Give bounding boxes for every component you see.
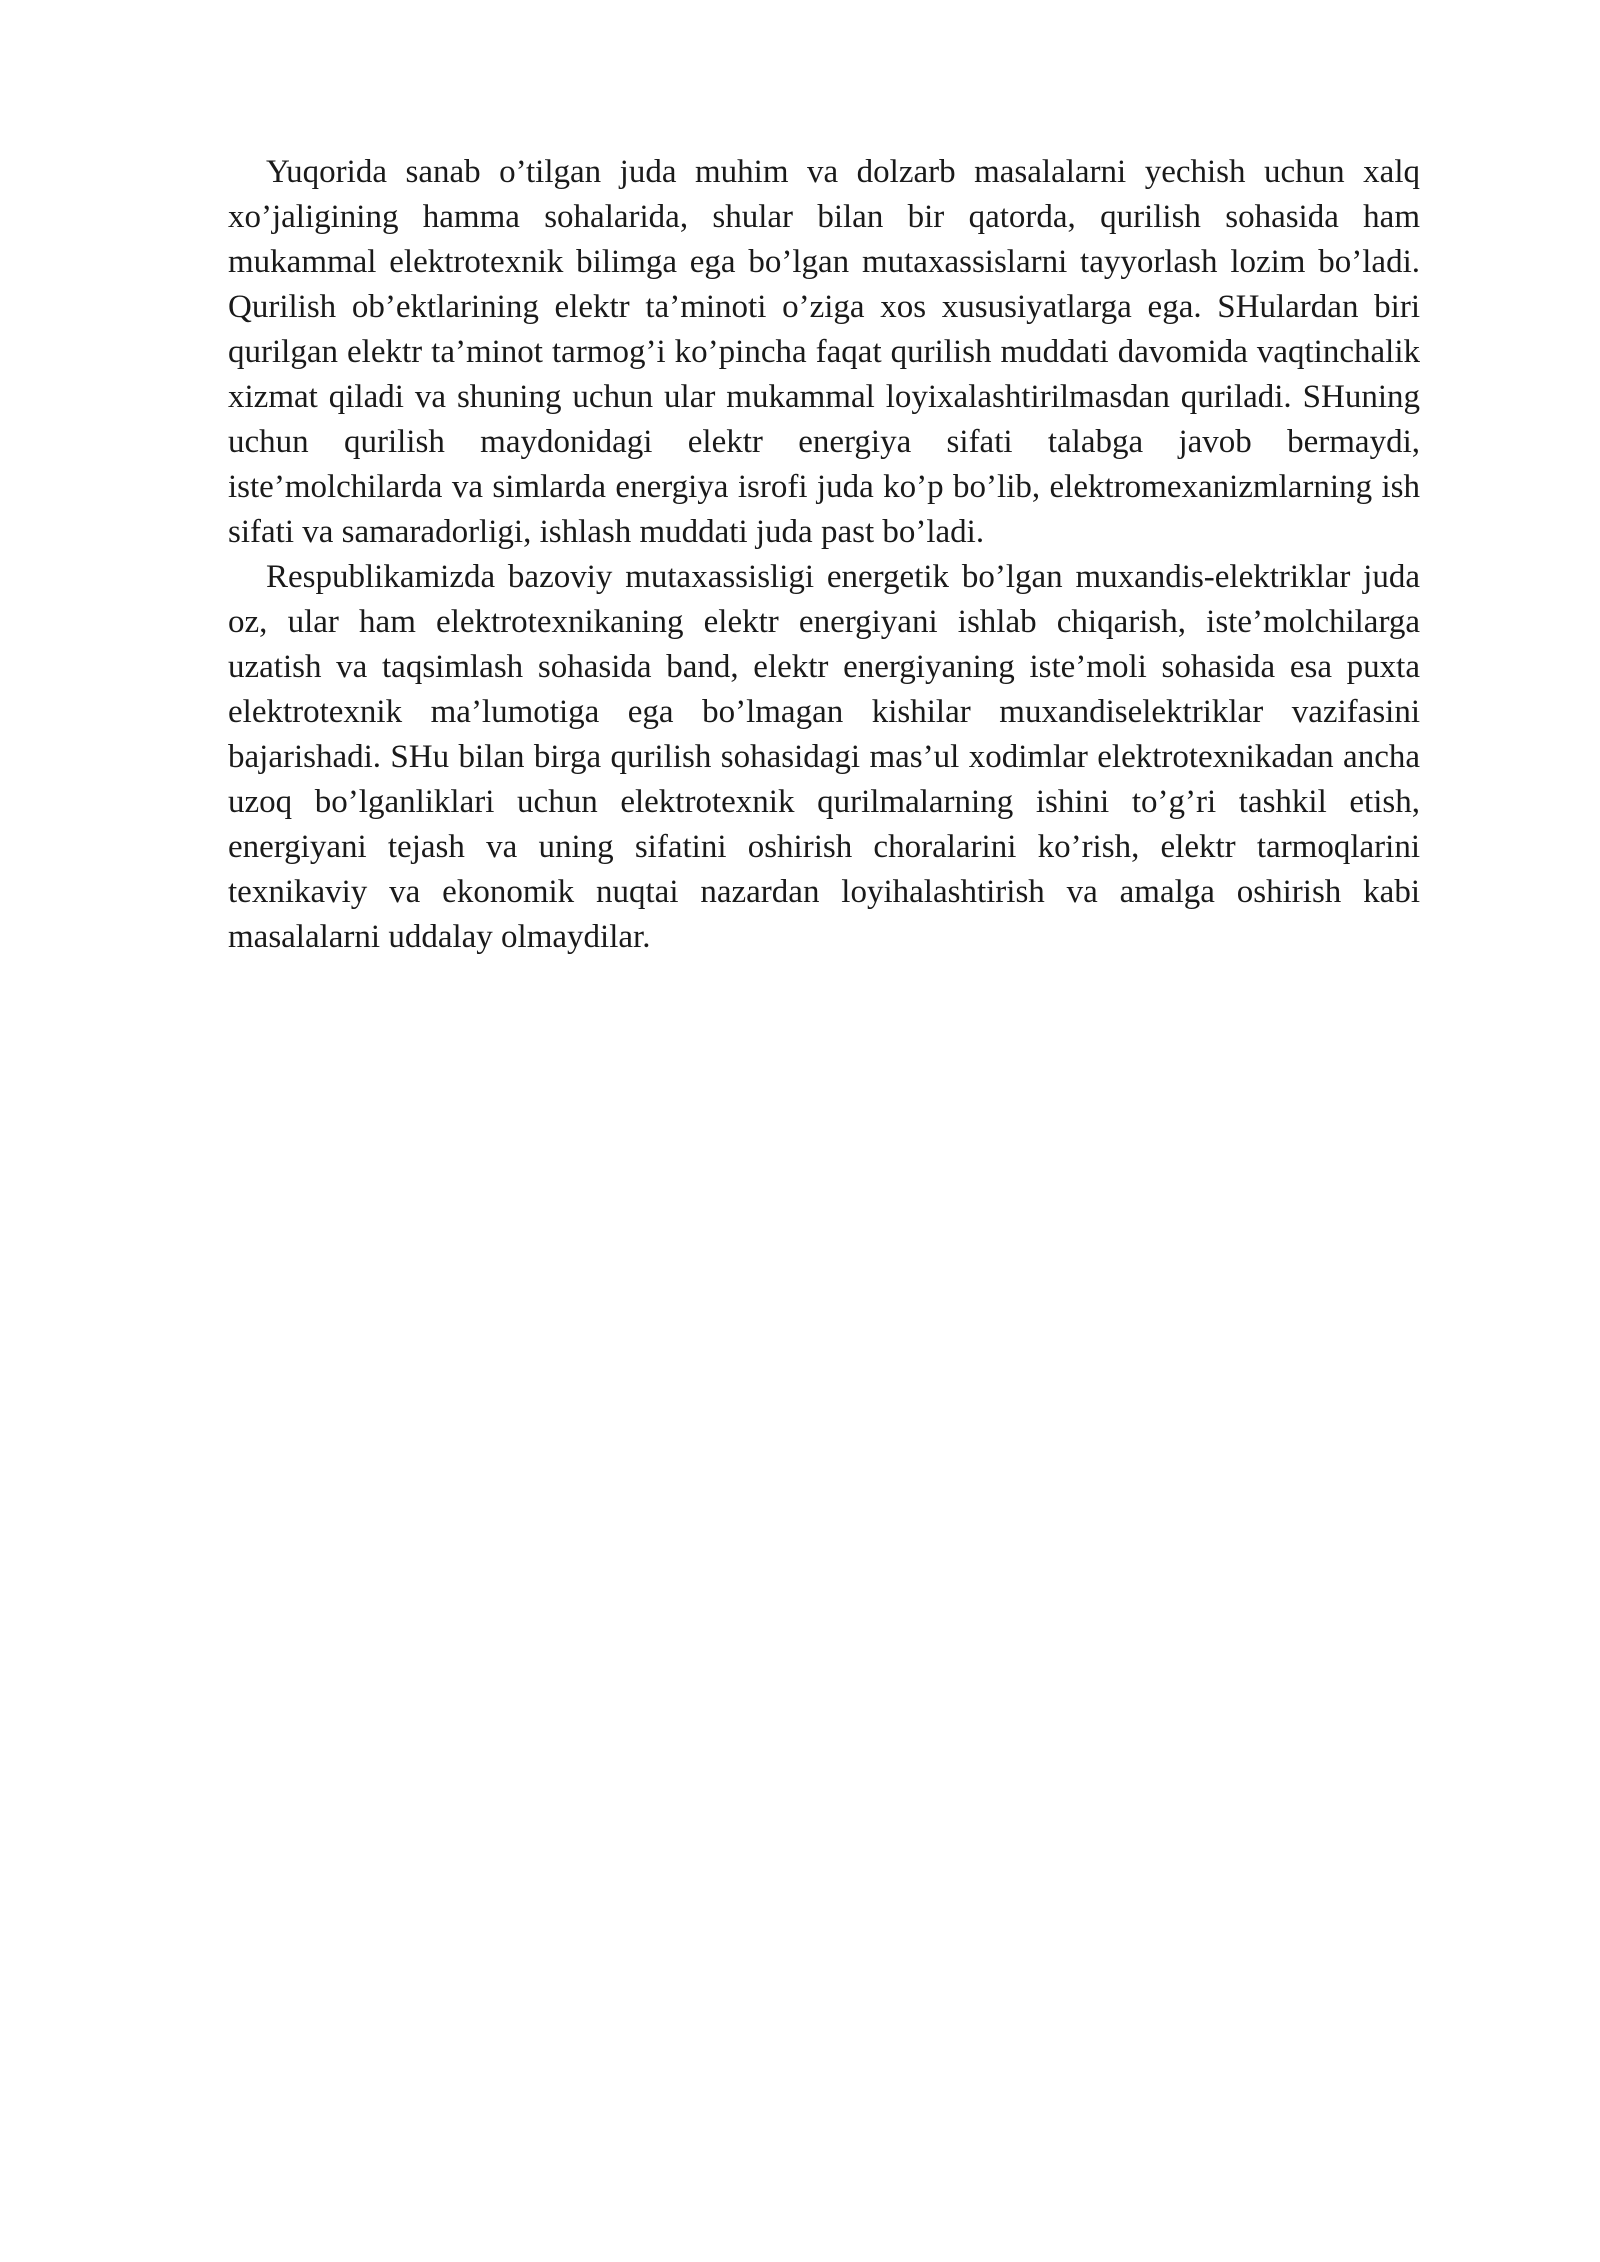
paragraph-1: Yuqorida sanab o’tilgan juda muhim va dolzarb masalalarni yechish uchun xalq xo’jaligining hamma sohalarida, shular bilan bir qatorda, qurilish sohasida ham mukammal elektrotexnik bilimga ega bo’lgan mutaxassislarni tayyorlash lozim bo’ladi. Qurilish ob’ektlarining elektr ta’minoti o’ziga xos xususiyatlarga ega. SHulardan biri qurilgan elektr ta’minot tarmog’i ko’pincha faqat qurilish muddati davomida vaqtinchalik xizmat qiladi va shuning uchun ular mukammal loyixalashtirilmasdan quriladi. SHuning uchun qurilish maydonidagi elektr energiya sifati talabga javob bermaydi, iste’molchilarda va simlarda energiya isrofi juda ko’p bo’lib, elektromexanizmlarning ish sifati va samaradorligi, ishlash muddati juda past bo’ladi.	[228, 154, 1420, 550]
paragraph-2: Respublikamizda bazoviy mutaxassisligi energetik bo’lgan muxandis-elektriklar juda oz, ular ham elektrotexnikaning elektr energiyani ishlab chiqarish, iste’molchilarga uzatish va taqsimlash sohasida band, elektr energiyaning iste’moli sohasida esa puxta elektrotexnik ma’lumotiga ega bo’lmagan kishilar muxandiselektriklar vazifasini bajarishadi. SHu bilan birga qurilish sohasidagi mas’ul xodimlar elektrotexnikadan ancha uzoq bo’lganliklari uchun elektrotexnik qurilmalarning ishini to’g’ri tashkil etish, energiyani tejash va uning sifatini oshirish choralarini ko’rish, elektr tarmoqlarini texnikaviy va ekonomik nuqtai nazardan loyihalashtirish va amalga oshirish kabi masalalarni uddalay olmaydilar.	[228, 559, 1420, 955]
body-text	[228, 150, 1420, 960]
